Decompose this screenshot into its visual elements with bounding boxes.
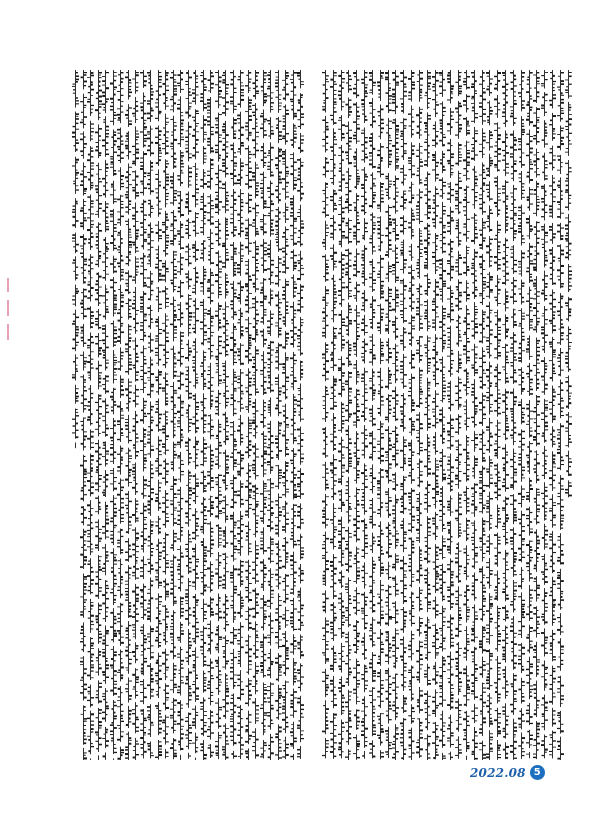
text-line <box>479 70 486 760</box>
text-line <box>140 70 147 760</box>
text-line <box>565 70 572 760</box>
text-column-right <box>322 70 572 760</box>
text-line <box>147 70 154 760</box>
text-line <box>222 70 229 760</box>
page-footer <box>470 765 545 780</box>
text-line <box>95 70 102 760</box>
text-line <box>432 70 439 760</box>
page-number-badge: 5 <box>530 765 545 780</box>
text-line <box>361 70 368 760</box>
text-line <box>237 70 244 760</box>
text-line <box>275 70 282 760</box>
text-line <box>230 70 237 760</box>
text-line <box>486 70 493 760</box>
text-line <box>177 70 184 760</box>
text-line <box>192 70 199 760</box>
text-line <box>80 70 87 760</box>
text-line <box>439 70 446 760</box>
text-line <box>385 70 392 760</box>
text-line <box>260 70 267 760</box>
text-line <box>518 70 525 760</box>
text-line <box>369 70 376 760</box>
page-edge-mark <box>6 278 10 340</box>
text-line <box>170 70 177 760</box>
text-line <box>494 70 501 760</box>
text-line <box>155 70 162 760</box>
text-line <box>557 70 564 760</box>
text-line <box>322 70 329 760</box>
text-line <box>185 70 192 760</box>
text-line <box>125 70 132 760</box>
text-line <box>533 70 540 760</box>
text-line <box>200 70 207 760</box>
text-line <box>416 70 423 760</box>
text-column-left <box>72 70 304 760</box>
text-line <box>110 70 117 760</box>
text-line <box>510 70 517 760</box>
text-line <box>215 70 222 760</box>
text-line <box>252 70 259 760</box>
issue-number: 2022.08 <box>470 765 526 780</box>
text-line <box>345 70 352 760</box>
text-line <box>267 70 274 760</box>
text-line <box>290 70 297 760</box>
text-line <box>353 70 360 760</box>
text-line <box>162 70 169 760</box>
text-line <box>338 70 345 760</box>
text-line <box>526 70 533 760</box>
text-line <box>282 70 289 760</box>
text-line <box>455 70 462 760</box>
text-line <box>87 70 94 760</box>
text-line <box>102 70 109 760</box>
text-line <box>132 70 139 760</box>
text-line <box>117 70 124 760</box>
text-line <box>377 70 384 760</box>
text-line <box>549 70 556 760</box>
text-line <box>72 70 79 760</box>
text-line <box>541 70 548 760</box>
text-line <box>424 70 431 760</box>
text-line <box>245 70 252 760</box>
text-line <box>408 70 415 760</box>
text-line <box>471 70 478 760</box>
text-line <box>207 70 214 760</box>
text-line <box>392 70 399 760</box>
text-line <box>447 70 454 760</box>
text-line <box>297 70 304 760</box>
text-line <box>463 70 470 760</box>
text-line <box>400 70 407 760</box>
text-line <box>502 70 509 760</box>
text-line <box>330 70 337 760</box>
